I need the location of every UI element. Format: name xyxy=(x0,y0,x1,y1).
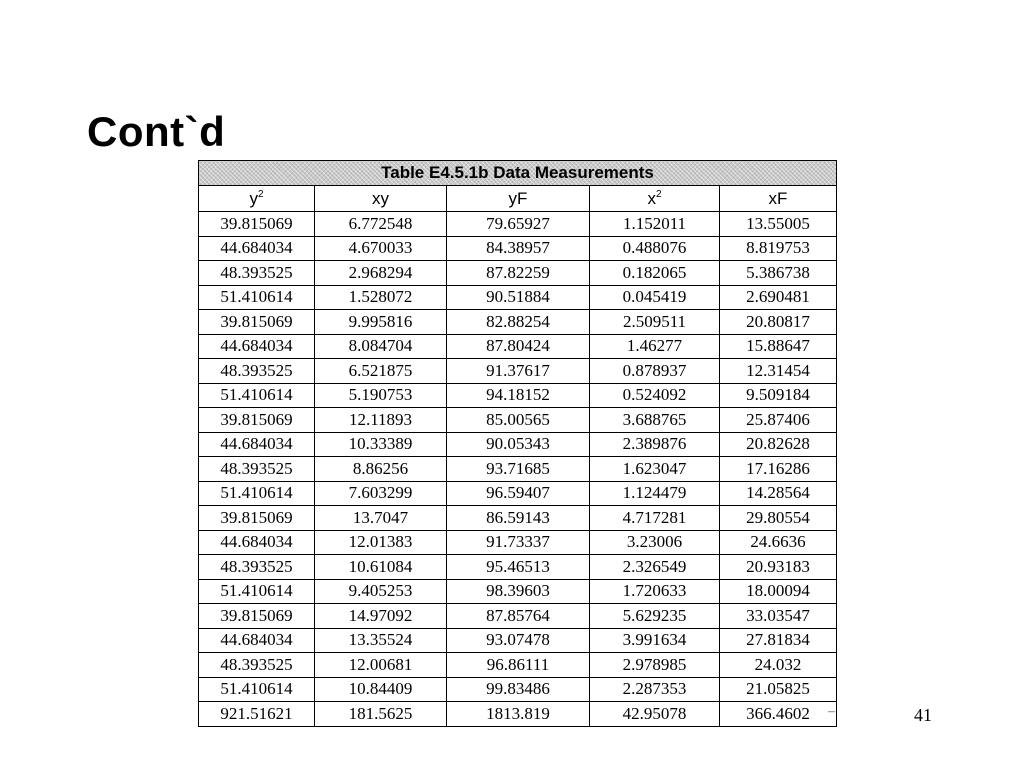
table-cell: 10.61084 xyxy=(315,555,447,580)
table-row xyxy=(199,432,837,457)
table-cell: 25.87406 xyxy=(720,408,837,433)
table-cell: 24.6636 xyxy=(720,530,837,555)
table-cell: 2.287353 xyxy=(590,677,720,702)
table-cell: 3.23006 xyxy=(590,530,720,555)
table-row xyxy=(199,653,837,678)
table-cell: 13.55005 xyxy=(720,212,837,237)
table-row xyxy=(199,628,837,653)
table-row xyxy=(199,457,837,482)
table-cell: 3.688765 xyxy=(590,408,720,433)
table-cell: 4.717281 xyxy=(590,506,720,531)
column-header xyxy=(590,186,720,212)
table-row xyxy=(199,285,837,310)
table-cell: 0.878937 xyxy=(590,359,720,384)
table-row xyxy=(199,383,837,408)
table-cell: 13.35524 xyxy=(315,628,447,653)
table-cell: 51.410614 xyxy=(199,383,315,408)
column-header-superscript: 2 xyxy=(655,188,662,200)
table-cell: 8.084704 xyxy=(315,334,447,359)
table-cell: 48.393525 xyxy=(199,359,315,384)
table-cell: 51.410614 xyxy=(199,481,315,506)
table-cell: 20.93183 xyxy=(720,555,837,580)
table-cell: 39.815069 xyxy=(199,604,315,629)
table-row xyxy=(199,236,837,261)
table-cell: 48.393525 xyxy=(199,457,315,482)
table-cell: 9.509184 xyxy=(720,383,837,408)
table-cell: 39.815069 xyxy=(199,506,315,531)
table-cell: 181.5625 xyxy=(315,702,447,727)
table-cell: 0.488076 xyxy=(590,236,720,261)
table-row xyxy=(199,530,837,555)
table-cell: 12.00681 xyxy=(315,653,447,678)
table-cell: 39.815069 xyxy=(199,408,315,433)
table-cell: 15.88647 xyxy=(720,334,837,359)
table-cell: 1.152011 xyxy=(590,212,720,237)
table-row xyxy=(199,212,837,237)
table-cell: 2.968294 xyxy=(315,261,447,286)
table-cell: 17.16286 xyxy=(720,457,837,482)
table-cell: 48.393525 xyxy=(199,653,315,678)
table-cell: 921.51621 xyxy=(199,702,315,727)
table-cell: 42.95078 xyxy=(590,702,720,727)
table-cell: 44.684034 xyxy=(199,530,315,555)
footer-mark: – xyxy=(828,704,835,719)
table-cell: 2.978985 xyxy=(590,653,720,678)
table-cell: 44.684034 xyxy=(199,432,315,457)
table-cell: 0.045419 xyxy=(590,285,720,310)
table-cell: 9.405253 xyxy=(315,579,447,604)
column-header xyxy=(447,186,590,212)
table-cell: 39.815069 xyxy=(199,212,315,237)
table-row xyxy=(199,408,837,433)
table-cell: 18.00094 xyxy=(720,579,837,604)
table-cell: 14.97092 xyxy=(315,604,447,629)
table-cell: 8.819753 xyxy=(720,236,837,261)
data-measurements-table xyxy=(198,160,837,727)
table-cell: 1.124479 xyxy=(590,481,720,506)
table-caption: Table E4.5.1b Data Measurements xyxy=(199,161,837,186)
table-cell: 6.772548 xyxy=(315,212,447,237)
table-cell: 5.190753 xyxy=(315,383,447,408)
table-cell: 79.65927 xyxy=(447,212,590,237)
table-cell: 5.386738 xyxy=(720,261,837,286)
table-cell: 82.88254 xyxy=(447,310,590,335)
table-cell: 9.995816 xyxy=(315,310,447,335)
table-row xyxy=(199,334,837,359)
table-cell: 90.51884 xyxy=(447,285,590,310)
table-row xyxy=(199,506,837,531)
column-header-superscript: 2 xyxy=(257,188,264,200)
table-cell: 93.07478 xyxy=(447,628,590,653)
table-cell: 44.684034 xyxy=(199,236,315,261)
table-cell: 33.03547 xyxy=(720,604,837,629)
table-body xyxy=(199,212,837,727)
table-cell: 27.81834 xyxy=(720,628,837,653)
column-header-label: y xyxy=(249,188,258,208)
table-cell: 1813.819 xyxy=(447,702,590,727)
table-cell: 1.528072 xyxy=(315,285,447,310)
table-cell: 44.684034 xyxy=(199,628,315,653)
table-cell: 12.01383 xyxy=(315,530,447,555)
table-cell: 2.326549 xyxy=(590,555,720,580)
table-row xyxy=(199,555,837,580)
table-cell: 39.815069 xyxy=(199,310,315,335)
table-cell: 12.31454 xyxy=(720,359,837,384)
table-cell: 84.38957 xyxy=(447,236,590,261)
column-header-label: xy xyxy=(372,188,389,208)
table-cell: 366.4602 xyxy=(720,702,837,727)
table-cell: 96.59407 xyxy=(447,481,590,506)
column-header-label: yF xyxy=(508,188,528,208)
table-cell: 96.86111 xyxy=(447,653,590,678)
column-header-label: x xyxy=(647,188,656,208)
table-row xyxy=(199,579,837,604)
table-cell: 48.393525 xyxy=(199,261,315,286)
table-cell: 10.84409 xyxy=(315,677,447,702)
table-row xyxy=(199,604,837,629)
table-cell: 90.05343 xyxy=(447,432,590,457)
table-cell: 21.05825 xyxy=(720,677,837,702)
table-cell: 3.991634 xyxy=(590,628,720,653)
table-cell: 24.032 xyxy=(720,653,837,678)
table-cell: 8.86256 xyxy=(315,457,447,482)
table-cell: 48.393525 xyxy=(199,555,315,580)
table-cell: 2.389876 xyxy=(590,432,720,457)
table-cell: 86.59143 xyxy=(447,506,590,531)
column-header-label: xF xyxy=(768,188,788,208)
table-cell: 20.80817 xyxy=(720,310,837,335)
column-header xyxy=(315,186,447,212)
table-cell: 91.37617 xyxy=(447,359,590,384)
table-cell: 7.603299 xyxy=(315,481,447,506)
table-cell: 4.670033 xyxy=(315,236,447,261)
table-cell: 2.690481 xyxy=(720,285,837,310)
table-cell: 99.83486 xyxy=(447,677,590,702)
table-cell: 14.28564 xyxy=(720,481,837,506)
table-cell: 93.71685 xyxy=(447,457,590,482)
table-cell: 5.629235 xyxy=(590,604,720,629)
table-cell: 12.11893 xyxy=(315,408,447,433)
column-header xyxy=(720,186,837,212)
table-row xyxy=(199,310,837,335)
table-row xyxy=(199,359,837,384)
table-cell: 0.524092 xyxy=(590,383,720,408)
table-cell: 20.82628 xyxy=(720,432,837,457)
table-row xyxy=(199,481,837,506)
table-cell: 1.46277 xyxy=(590,334,720,359)
table-row xyxy=(199,677,837,702)
table-cell: 51.410614 xyxy=(199,579,315,604)
table-cell: 1.720633 xyxy=(590,579,720,604)
table-cell: 87.82259 xyxy=(447,261,590,286)
column-header xyxy=(199,186,315,212)
table-cell: 2.509511 xyxy=(590,310,720,335)
table-cell: 29.80554 xyxy=(720,506,837,531)
table-cell: 13.7047 xyxy=(315,506,447,531)
table-header-row xyxy=(199,186,837,212)
table-cell: 1.623047 xyxy=(590,457,720,482)
table-cell: 87.80424 xyxy=(447,334,590,359)
table-cell: 51.410614 xyxy=(199,677,315,702)
table-cell: 94.18152 xyxy=(447,383,590,408)
table-cell: 98.39603 xyxy=(447,579,590,604)
data-table-container xyxy=(198,160,836,723)
table-cell: 87.85764 xyxy=(447,604,590,629)
table-cell: 0.182065 xyxy=(590,261,720,286)
table-sum-row xyxy=(199,702,837,727)
table-row xyxy=(199,261,837,286)
slide-title: Cont`d xyxy=(87,108,226,155)
table-cell: 10.33389 xyxy=(315,432,447,457)
table-cell: 95.46513 xyxy=(447,555,590,580)
table-cell: 51.410614 xyxy=(199,285,315,310)
table-cell: 6.521875 xyxy=(315,359,447,384)
table-cell: 44.684034 xyxy=(199,334,315,359)
table-cell: 91.73337 xyxy=(447,530,590,555)
page-number: 41 xyxy=(914,705,932,725)
table-cell: 85.00565 xyxy=(447,408,590,433)
